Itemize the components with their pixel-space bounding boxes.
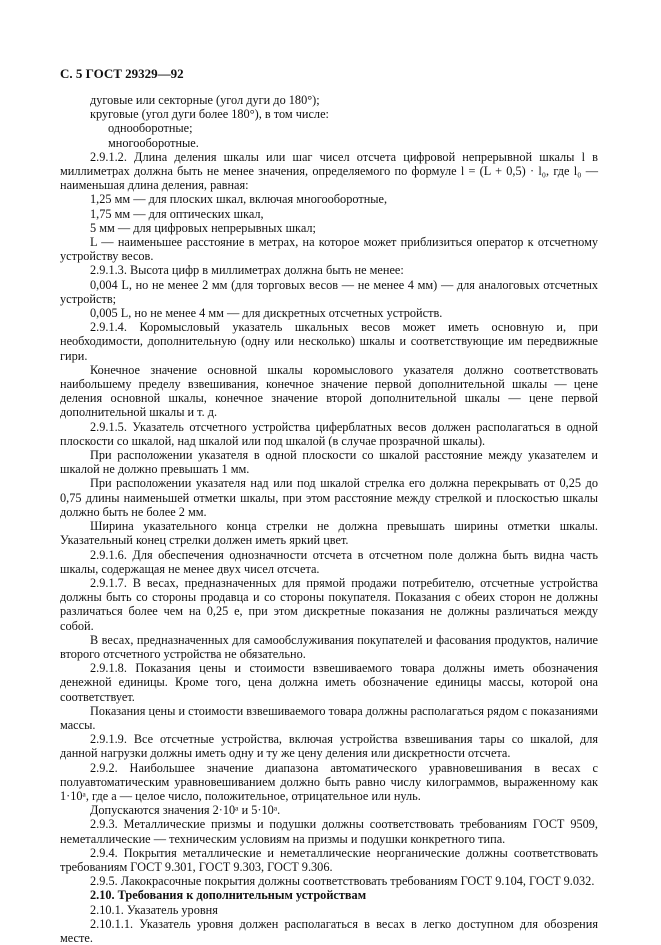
paragraph: 2.9.1.9. Все отсчетные устройства, включая устройства взвешивания тары со шкалой, для данной нагрузки должны иметь одну и ту же цену деления или дискретности отсчета. (60, 732, 598, 761)
paragraph: 2.9.1.8. Показания цены и стоимости взвешиваемого товара должны иметь обозначения денежной единицы. Кроме того, цена должна иметь обозначение единицы массы, которой она соответствует. (60, 661, 598, 704)
paragraph: При расположении указателя над или под шкалой стрелка его должна перекрывать от 0,25 до 0,75 длины наименьшей отметки шкалы, при этом расстояние между стрелкой и плоскостью шкалы должно быть не более 2 мм. (60, 476, 598, 519)
paragraph: L — наименьшее расстояние в метрах, на которое может приблизиться оператор к отсчетному устройству весов. (60, 235, 598, 264)
paragraph: 2.10.1.1. Указатель уровня должен располагаться в весах в легко доступном для обозрения месте. (60, 916, 598, 945)
document-body (60, 93, 598, 945)
paragraph: 2.9.1.5. Указатель отсчетного устройства циферблатных весов должен располагаться в одной плоскости со шкалой, над шкалой или под шкалой (в случае прозрачной шкалы). (60, 419, 598, 448)
paragraph: Конечное значение основной шкалы коромыслового указателя должно соответствовать наибольшему пределу взвешивания, конечное значение первой дополнительной шкалы — цене деления основной шкалы, конечное значение второй дополнительной шкалы — цене первой дополнительной шкалы и т. д. (60, 362, 598, 420)
paragraph: Показания цены и стоимости взвешиваемого товара должны располагаться рядом с показаниями массы. (60, 703, 598, 732)
paragraph: 2.9.1.2. Длина деления шкалы или шаг чисел отсчета цифровой непрерывной шкалы l в миллиметрах должна быть не менее значения, определяемого по формуле l = (L + 0,5) · l₀, где l₀ — наименьшая длина деления, равная: (60, 149, 598, 193)
paragraph: однооборотные; (108, 121, 193, 136)
paragraph: 2.9.2. Наибольшее значение диапазона автоматического уравновешивания в весах с полуавтоматическим уравновешиванием должно быть равно числу килограммов, выраженному как 1·10ᵃ, где a — целое число, положительное, отрицательное или нуль. (60, 760, 598, 803)
paragraph: При расположении указателя в одной плоскости со шкалой расстояние между указателем и шкалой не должно превышать 1 мм. (60, 448, 598, 477)
paragraph: круговые (угол дуги более 180°), в том числе: (90, 107, 329, 122)
paragraph: Допускаются значения 2·10ᵃ и 5·10ᵃ. (90, 803, 281, 818)
paragraph: многооборотные. (108, 135, 199, 150)
paragraph: дуговые или секторные (угол дуги до 180°); (90, 93, 320, 107)
paragraph: 2.9.1.7. В весах, предназначенных для прямой продажи потребителю, отсчетные устройства должны быть со стороны продавца и со стороны покупателя. Показания с обеих сторон не должны различаться более чем на 0,25 e, при этом дискретные показания не должны различаться между собой. (60, 575, 598, 633)
paragraph: 2.10.1. Указатель уровня (90, 902, 218, 917)
paragraph: 0,005 L, но не менее 4 мм — для дискретных отсчетных устройств. (90, 306, 443, 321)
paragraph: 0,004 L, но не менее 2 мм (для торговых весов — не менее 4 мм) — для аналоговых отсчетных устройств; (60, 277, 598, 306)
paragraph: 1,75 мм — для оптических шкал, (90, 206, 264, 221)
paragraph: 2.9.3. Металлические призмы и подушки должны соответствовать требованиям ГОСТ 9509, неметаллические — техническим условиям на призмы и подушки конкретного типа. (60, 817, 598, 846)
paragraph: 2.9.5. Лакокрасочные покрытия должны соответствовать требованиям ГОСТ 9.104, ГОСТ 9.032. (90, 874, 595, 889)
paragraph: 1,25 мм — для плоских шкал, включая многооборотные, (90, 192, 388, 207)
paragraph: В весах, предназначенных для самообслуживания покупателей и фасования продуктов, наличие второго отсчетного устройства не обязательно. (60, 632, 598, 661)
paragraph: 2.9.1.4. Коромысловый указатель шкальных весов может иметь основную и, при необходимости, дополнительную (одну или несколько) шкалы и соответствующие им передвижные гири. (60, 320, 598, 363)
paragraph: 2.10. Требования к дополнительным устройствам (90, 888, 367, 903)
paragraph: 5 мм — для цифровых непрерывных шкал; (90, 220, 316, 235)
paragraph: 2.9.1.3. Высота цифр в миллиметрах должна быть не менее: (90, 263, 404, 278)
paragraph: 2.9.4. Покрытия металлические и неметаллические неорганические должны соответствовать требованиям ГОСТ 9.301, ГОСТ 9.303, ГОСТ 9.306. (60, 845, 598, 874)
paragraph: Ширина указательного конца стрелки не должна превышать ширины отметки шкалы. Указательный конец стрелки должен иметь яркий цвет. (60, 519, 598, 548)
page-header: С. 5 ГОСТ 29329—92 (60, 66, 184, 81)
paragraph: 2.9.1.6. Для обеспечения однозначности отсчета в отсчетном поле должна быть видна часть шкалы, содержащая не менее двух чисел отсчета. (60, 547, 598, 576)
